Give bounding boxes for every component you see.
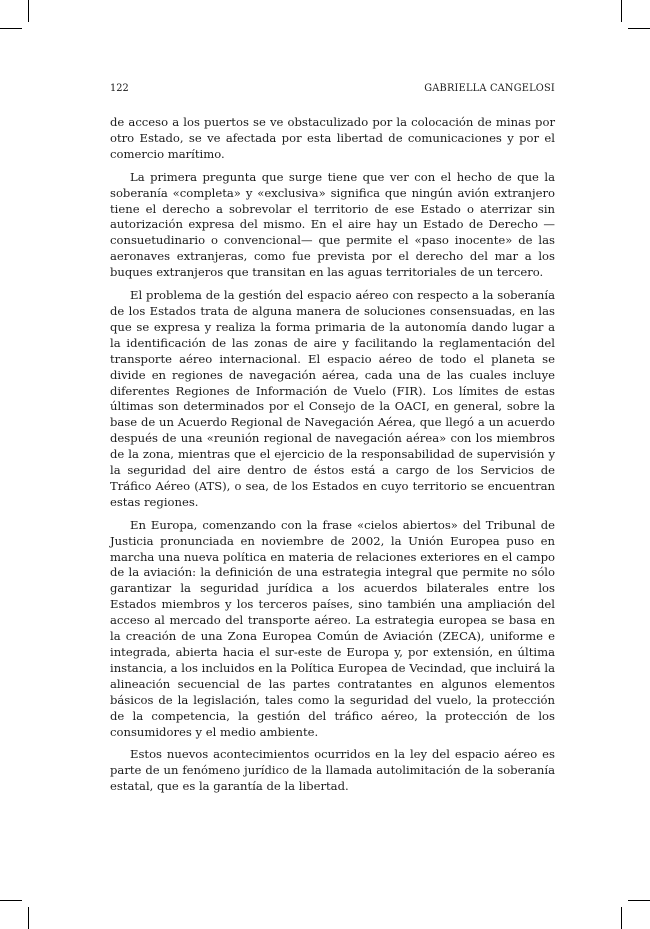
running-head-author: GABRIELLA CANGELOSI [424, 83, 555, 94]
paragraph: La primera pregunta que surge tiene que ver con el hecho de que la soberanía «completa» y «exclusiva» significa que ningún avión extranjero tiene el derecho a sobrevolar el territorio de ese Estado o aterrizar sin autorización expresa del mismo. En el aire hay un Estado de Derecho —consuetudinario o convencional— que permite el «paso inocente» de las aeronaves extranjeras, como fue prevista por el derecho del mar a los buques extranjeros que transitan en las aguas territoriales de un tercero. [110, 169, 555, 280]
crop-mark-bottom-right-horizontal [628, 900, 650, 901]
crop-mark-bottom-left-horizontal [0, 900, 22, 901]
crop-mark-top-right-horizontal [628, 28, 650, 29]
page-header [110, 83, 555, 97]
body-text [110, 115, 555, 802]
paragraph: Estos nuevos acontecimientos ocurridos en la ley del espacio aéreo es parte de un fenómeno jurídico de la llamada autolimitación de la soberanía estatal, que es la garantía de la libertad. [110, 747, 555, 794]
crop-mark-bottom-left-vertical [28, 907, 29, 929]
paragraph: En Europa, comenzando con la frase «cielos abiertos» del Tribunal de Justicia pronunciada en noviembre de 2002, la Unión Europea puso en marcha una nueva política en materia de relaciones exteriores en el campo de la aviación: la definición de una estrategia integral que permite no sólo garantizar la seguridad jurídica a los acuerdos bilaterales entre los Estados miembros y los terceros países, sino también una ampliación del acceso al mercado del transporte aéreo. La estrategia europea se basa en la creación de una Zona Europea Común de Aviación (ZECA), uniforme e integrada, abierta hacia el sur-este de Europa y, por extensión, en última instancia, a los incluidos en la Política Europea de Vecindad, que incluirá la alineación secuencial de las partes contratantes en algunos elementos básicos de la legislación, tales como la seguridad del vuelo, la protección de la competencia, la gestión del tráfico aéreo, la protección de los consumidores y el medio ambiente. [110, 517, 555, 739]
page-number: 122 [110, 83, 129, 94]
crop-mark-bottom-right-vertical [621, 907, 622, 929]
crop-mark-top-left-horizontal [0, 28, 22, 29]
paragraph: El problema de la gestión del espacio aéreo con respecto a la soberanía de los Estados trata de alguna manera de soluciones consensuadas, en las que se expresa y realiza la forma primaria de la autonomía dando lugar a la identificación de las zonas de aire y facilitando la reglamentación del transporte aéreo internacional. El espacio aéreo de todo el planeta se divide en regiones de navegación aérea, cada una de las cuales incluye diferentes Regiones de Información de Vuelo (FIR). Los límites de estas últimas son determinados por el Consejo de la OACI, en general, sobre la base de un Acuerdo Regional de Navegación Aérea, que llegó a un acuerdo después de una «reunión regional de navegación aérea» con los miembros de la zona, mientras que el ejercicio de la responsabilidad de supervisión y la seguridad del aire dentro de éstos está a cargo de los Servicios de Tráfico Aéreo (ATS), o sea, de los Estados en cuyo territorio se encuentran estas regiones. [110, 288, 555, 509]
paragraph-continued: de acceso a los puertos se ve obstaculizado por la colocación de minas por otro Estado, se ve afectada por esta libertad de comunicaciones y por el comercio marítimo. [110, 115, 555, 161]
crop-mark-top-left-vertical [28, 0, 29, 22]
crop-mark-top-right-vertical [621, 0, 622, 22]
